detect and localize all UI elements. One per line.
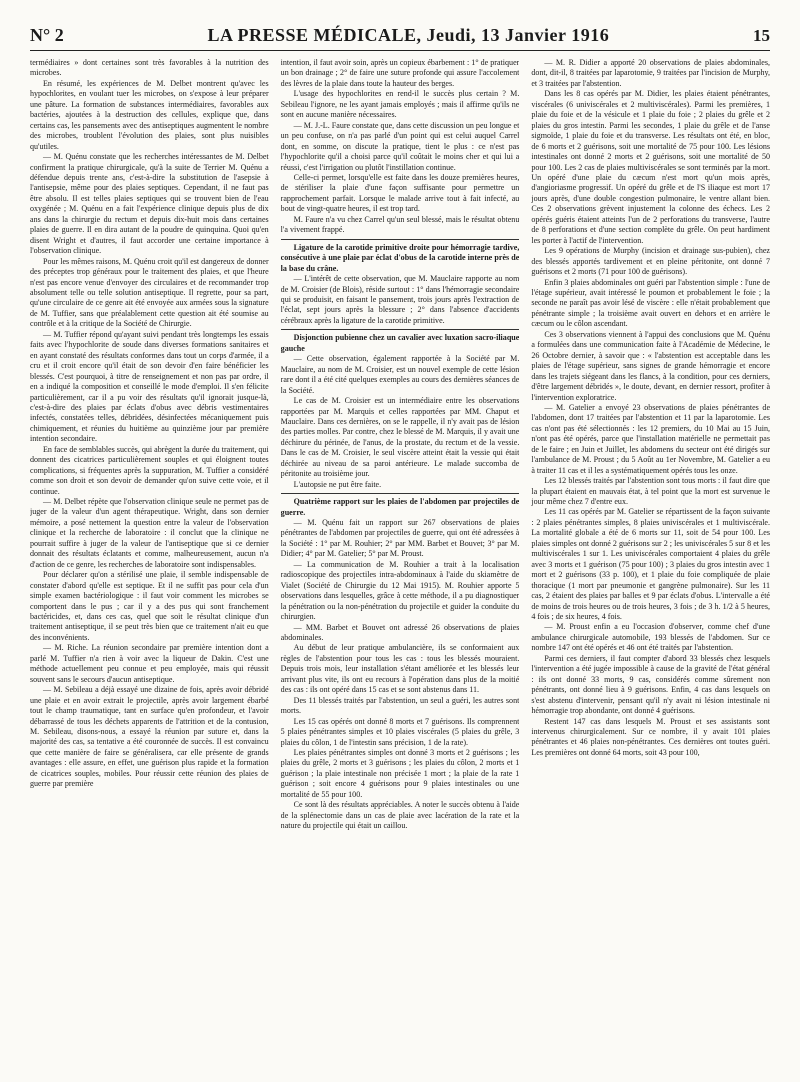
paragraph: Les 9 opérations de Murphy (incision et drainage sus-pubien), chez des blessés apportés tardivement et en pleine péritonite, ont donné 7 guérisons et 2 morts (71 pour 100 de guérisons). bbox=[531, 246, 771, 277]
paragraph: Enfin 3 plaies abdominales ont guéri par l'abstention simple : l'une de l'étage supérieur, avait intéressé le poumon et probablement le foie ; la seconde ne paraît pas avoir lésé de viscère : elle n'était probablement que pénétrante simple ; la troisième avait ouvert en dehors et en arrière le cæcum ou le côlon ascendant. bbox=[531, 277, 771, 329]
paragraph: Restent 147 cas dans lesquels M. Proust et ses assistants sont intervenus chirurgicalement. Sur ce nombre, il y avait 101 plaies pénétrantes et 46 plaies non-pénétrantes. Ces dernières ont toutes guéri. Les premières ont donné 64 morts, soit 43 pour 100, bbox=[531, 716, 771, 757]
column-3 bbox=[531, 58, 770, 1072]
paragraph: — M. J.-L. Faure constate que, dans cette discussion un peu longue et un peu confuse, on n'a pas parlé d'un point qui est celui auquel Carrel dont, en somme, on discute la pratique, tient le plus : ce n'est pas l'hypochlorite qu'il a choisi parce qu'il coûtait le moins cher et qui lui a réussi, c'est l'irrigation ou plutôt l'instillation continue. bbox=[280, 120, 520, 172]
paragraph: Celle-ci permet, lorsqu'elle est faite dans les douze premières heures, de stériliser la plaie d'une façon suffisante pour permettre un rapprochement parfait. Lorsque le malade arrive tout à fait infecté, au bout de vingt-quatre heures, il est trop tard. bbox=[280, 172, 520, 214]
paragraph: — M. Quénu constate que les recherches intéressantes de M. Delbet confirment la pratique chirurgicale, qu'à la suite de Terrier M. Quénu a défendue depuis trente ans, c'est-à-dire la substitution de l'asepsie à l'antisepsie, même pour des plaies septiques. Cependant, il ne faut pas être absolu. Il est telles plaies septiques qui se trouvent bien de l'eau oxygénée ; M. Quénu en a fait l'expérience clinique depuis plus de dix ans dans la chirurgie du rectum et depuis dix-huit mois dans certaines plaies de guerre. Il en dira autant de la poudre de quinquina. Quoi qu'en disent Wright et d'autres, il faut accorder une certaine importance à l'observation clinique. bbox=[30, 152, 269, 256]
paragraph: Les 11 cas opérés par M. Gatelier se répartissent de la façon suivante : 2 plaies pénétrantes simples, 8 plaies univiscérales et 1 multiviscérale. La mortalité globale a été de 6 morts sur 11, soit de 54 pour 100. Les plaies simples ont donné 2 guérisons sur 2 ; les univiscérales 5 sur 8 et les multiviscérales 1 sur 1. Les univiscérales comportaient 4 plaies du grêle avec 3 morts et 1 guérison (75 pour 100) ; 3 plaies du gros intestin avec 1 mort et 2 guérisons (33 p. 100), et 1 plaie du foie compliquée de plaie thoracique (1 mort par pneumonie et gangrène pulmonaire). Sur les 11 cas, 2 étaient des plaies par balles et 9 par éclats d'obus. L'intervalle a été de moins de trois heures ou de trois heures, 3 fois ; de 3 h. 1/2 à 5 heures, 4 fois ; de six heures, 4 fois. bbox=[531, 507, 771, 622]
paragraph: — La communication de M. Rouhier a trait à la localisation radioscopique des projectiles intra-abdominaux à l'aide du skiamètre de Vialet (Société de Chirurgie du 12 Mai 1915). M. Rouhier apporte 5 observations dans lesquelles, grâce à cette méthode, il a pu diagnostiquer la pénétration ou la non-pénétration du projectile et guider la conduite du chirurgien. bbox=[280, 559, 520, 622]
paragraph: M. Faure n'a vu chez Carrel qu'un seul blessé, mais le résultat obtenu l'a vivement frappé. bbox=[280, 214, 520, 235]
paragraph: Le cas de M. Croisier est un intermédiaire entre les observations rapportées par M. Marquis et celles rapportées par MM. Chaput et Mauclaire. Dans ces dernières, on se le rappelle, il n'y avait pas de lésion des parties molles. Par contre, chez le blessé de M. Marquis, il y avait une déchirure du périnée, de l'anus, de la prostate, du rectum et de la vessie. Dans le cas de M. Croisier, le seul viscère atteint était la vessie qui était déchirée au niveau de sa paroi antérieure. Le malade succomba de péritonite au troisième jour. bbox=[280, 396, 520, 479]
paragraph: — Cette observation, également rapportée à la Société par M. Mauclaire, au nom de M. Croisier, est un nouvel exemple de cette lésion rare dont il a été cité quelques exemples au cours des dernières séances de la Société. bbox=[280, 354, 520, 395]
paragraph: Pour déclarer qu'on a stérilisé une plaie, il semble indispensable de constater d'abord qu'elle est septique. Et il ne suffit pas pour cela d'un simple examen bactériologique : il faut voir comment les microbes se comportent dans le pus ; car il y a des pus qui sont franchement bactéricides, et, dans ces cas, quel que soit le résultat clinique d'un traitement antiseptique, il se peut très bien que ce traitement n'ait eu que des inconvénients. bbox=[30, 570, 269, 642]
paragraph: — M. R. Didier a apporté 20 observations de plaies abdominales, dont, dit-il, 8 traitées par laparotomie, 9 traitées par l'incision de Murphy, et 3 traitées par l'abstention. bbox=[531, 58, 771, 88]
page-number: 15 bbox=[753, 26, 770, 45]
paragraph: En résumé, les expériences de M. Delbet montrent qu'avec les hypochlorites, en voulant tuer les microbes, on s'expose à leur préparer une pâture. La formation de substances intermédiaires, favorables aux bactéries, ajoutées à la destruction des cellules, explique que, dans certains cas, les pansements avec des antiseptiques augmentent le nombre des microbes, troublent l'évolution des plaies, sont plus nuisibles qu'utiles. bbox=[30, 78, 269, 151]
paragraph: — M. Proust enfin a eu l'occasion d'observer, comme chef d'une ambulance chirurgicale automobile, 193 blessés de l'abdomen. Sur ce nombre 147 ont été opérés et 46 ont été traités par l'abstention. bbox=[531, 622, 771, 653]
paragraph: Ce sont là des résultats appréciables. A noter le succès obtenu à l'aide de la splénectomie dans un cas de plaie avec lacération de la rate et la nature du projectile qui était un caillou. bbox=[280, 800, 520, 831]
section-heading: Quatrième rapport sur les plaies de l'abdomen par projectiles de guerre. bbox=[280, 497, 520, 517]
column-2 bbox=[281, 58, 520, 1072]
paragraph: — M. Quénu fait un rapport sur 267 observations de plaies pénétrantes de l'abdomen par projectiles de guerre, qui ont été adressées à la Société : 1° par M. Rouhier; 2° par MM. Barbet et Bouvet; 3° par M. Didier; 4° par M. Gatelier; 5° par M. Proust. bbox=[280, 518, 520, 559]
section-heading: Disjonction pubienne chez un cavalier avec luxation sacro-iliaque gauche bbox=[280, 333, 520, 353]
paragraph: L'autopsie ne put être faite. bbox=[293, 479, 382, 489]
section-separator bbox=[281, 329, 520, 330]
paragraph: Les 12 blessés traités par l'abstention sont tous morts : il faut dire que la plupart étaient en mauvais état, à tel point que la mort est survenue le jour même chez 7 d'entre eux. bbox=[531, 476, 771, 507]
paragraph: — MM. Barbet et Bouvet ont adressé 26 observations de plaies abdominales. bbox=[280, 622, 520, 643]
publication-title: LA PRESSE MÉDICALE, Jeudi, 13 Janvier 1916 bbox=[207, 25, 610, 45]
paragraph: Pour les mêmes raisons, M. Quénu croit qu'il est dangereux de donner des préceptes trop généraux pour le traitement des plaies, et que l'heure n'est pas encore venue d'envoyer des circulaires et de recommander trop absolument telle ou telle solution antiseptique. Il regrette, pour sa part, qu'une circulaire de ce genre ait été envoyée aux armées sous la signature de M. Tuffier, sans que préalablement cette question ait été soumise au contrôle et à la critique de la Société de Chirurgie. bbox=[30, 256, 269, 329]
page-header bbox=[30, 20, 770, 46]
section-separator bbox=[281, 493, 520, 494]
paragraph: — M. Delbet répète que l'observation clinique seule ne permet pas de juger de la valeur d'un agent thérapeutique. Wright, dans son dernier mémoire, a posé nettement la question entre la valeur de l'observation clinique et la recherche de laboratoire : il conclut que la clinique ne pourrait suffire à juger de la valeur de l'antiseptique que si ce dernier donnait des résultats éclatants et comme, malheureusement, aucun n'a d'action de ce genre, les recherches de laboratoire sont indispensables. bbox=[30, 497, 269, 569]
paragraph: Les 15 cas opérés ont donné 8 morts et 7 guérisons. Ils comprennent 5 plaies pénétrantes simples et 10 plaies viscérales (5 plaies du grêle, 3 plaies du côlon, 1 de l'intestin sans précision, 1 de la rate). bbox=[280, 716, 520, 747]
issue-number: N° 2 bbox=[30, 25, 64, 45]
paragraph: En face de semblables succès, qui abrègent la durée du traitement, qui donnent des cicatrices particulièrement souples et qui éloignent toutes complications, si fréquentes après la suppuration, M. Tuffier a considéré comme son droit et son devoir de demander qu'on suive cette voie, et il continue. bbox=[30, 444, 269, 496]
paragraph: intention, il faut avoir soin, après un copieux ébarbement : 1° de pratiquer un bon drainage ; 2° de faire une suture profonde qui assure l'accolement des lèvres de la plaie dans toute la hauteur des berges. bbox=[280, 58, 520, 88]
paragraph: Des 11 blessés traités par l'abstention, un seul a guéri, les autres sont morts. bbox=[280, 695, 520, 716]
paragraph: Ces 3 observations viennent à l'appui des conclusions que M. Quénu a formulées dans une communication faite à l'Académie de Médecine, le 26 Octobre dernier, à savoir que : « l'abstention est acceptable dans les plaies de l'étage supérieur, sans signes de grande hémorragie et encore dans les trajets siégeant dans les flancs, à la condition, pour ces derniers, d'être largement débridés », le doute, devant, en dernier ressort, profiter à l'intervention exploratrice. bbox=[531, 329, 771, 402]
paragraph: termédiaires » dont certaines sont très favorables à la nutrition des microbes. bbox=[30, 58, 269, 78]
text-columns bbox=[30, 58, 770, 1072]
section-heading: Ligature de la carotide primitive droite pour hémorragie tardive, consécutive à une plaie par éclat d'obus de la carotide interne près de la base du crâne. bbox=[280, 242, 520, 273]
paragraph: L'usage des hypochlorites en rend-il le succès plus certain ? M. Sebileau l'ignore, ne les ayant jamais employés ; mais il affirme qu'ils ne sont en aucune manière nécessaires. bbox=[280, 89, 520, 120]
paragraph: — L'intérêt de cette observation, que M. Mauclaire rapporte au nom de M. Croisier (de Blois), réside surtout : 1° dans l'hémorragie secondaire qui se produisit, en faisant le pansement, trois jours après l'extraction de l'éclat, sept jours après la blessure ; 2° dans l'absence d'accidents cérébraux après la ligature de la carotide primitive. bbox=[280, 274, 520, 325]
paragraph: Au début de leur pratique ambulancière, ils se conformaient aux règles de l'abstention pour tous les cas : tous les blessés mouraient. Depuis trois mois, leur installation s'étant améliorée et les blessés leur arrivant plus vite, ils ont eu recours à l'opération dans plus de la moitié des cas : ils ont opéré dans 15 cas et se sont abstenus dans 11. bbox=[280, 643, 520, 695]
paragraph: — M. Sebileau a déjà essayé une dizaine de fois, après avoir débridé une plaie et en avoir extrait le projectile, après avoir largement ébarbé tout le champ traumatique, tant en surface qu'en profondeur, et l'avoir débarrassé de tous les déchets apparents de l'attrition et de la contusion, M. Sebileau, disons-nous, a essayé la réunion par suture et, dans la majorité des cas, sa tentative a été couronnée de succès. Il est convaincu que cette manière de faire se généralisera, car elle présente de grands avantages : elle assure, en effet, une guérison plus rapide et la formation de cicatrices souples, mobiles. Pour réussir cette réunion des plaies de guerre par première bbox=[30, 685, 269, 789]
paragraph: Les plaies pénétrantes simples ont donné 3 morts et 2 guérisons ; les plaies du grêle, 2 morts et 3 guérisons ; les plaies du côlon, 2 morts et 1 guérison ; la plaie intestinale non précisée 1 mort ; la plaie de la rate 1 guérison ; soit encore 4 guérisons pour 9 plaies intestinales ou une mortalité de 55 pour 100. bbox=[280, 748, 520, 799]
header-rule bbox=[30, 50, 770, 51]
column-1 bbox=[30, 58, 269, 1072]
paragraph: — M. Tuffier répond qu'ayant suivi pendant très longtemps les essais faits avec l'hypochlorite de soude dans diverses formations sanitaires et en ayant constaté des résultats conformes dans tout un corps d'armée, il a cru et il croit encore qu'il était de son devoir d'en faire bénéficier les blessés. C'est pourquoi, à titre de renseignement et non pas par ordre, il en a indiqué la composition et conseillé le mode d'emploi. Il s'en félicite particulièrement, car il a pu voir des résultats qu'il ignorait jusque-là, c'est-à-dire des plaies par éclats d'obus avec débris vestimentaires infectés, constatées telles, débridées, désinfectées mécaniquement puis chimiquement, et réunies du huitième au quinzième jour par première intention secondaire. bbox=[30, 329, 269, 444]
paragraph: — M. Riche. La réunion secondaire par première intention dont a parlé M. Tuffier n'a rien à voir avec la liqueur de Dakin. C'est une méthode actuellement peu connue et peu employée, mais qui réussit souvent sans le secours d'aucun antiseptique. bbox=[30, 643, 269, 684]
section-separator bbox=[281, 239, 520, 240]
paragraph: Parmi ces derniers, il faut compter d'abord 33 blessés chez lesquels l'intervention a été jugée impossible à cause de la gravité de l'état général : ils ont donné 33 morts, 9 cas, considérés comme sûrement non pénétrants, ont donné lieu à 9 guérisons. Enfin, 4 cas dans lesquels on s'est abstenu d'intervenir, pensant qu'il n'y avait ni lésion intestinale ni hémorragie trop abondante, ont donné 4 guérisons. bbox=[531, 653, 771, 716]
paragraph: Dans les 8 cas opérés par M. Didier, les plaies étaient pénétrantes, viscérales (6 univiscérales et 2 multiviscérales). Parmi les premières, 1 plaie du foie et de la vésicule et 1 plaie du foie ; 2 plaies du grêle et 2 plaies du gros intestin. Parmi les secondes, 1 plaie du grêle et de l'anse sigmoïde, 1 plaie du foie et du transverse. Les résultats ont été, en bloc, de 6 morts et 2 guérisons, soit une mortalité de 75 pour 100. Les lésions intestinales ont donné 2 morts et 2 guérisons, soit une mortalité de 50 pour 100. Les 2 cas de plaies multiviscérales se sont terminés par la mort. Un opéré d'une plaie du cæcum n'est mort qu'un mois après, d'angioriasme progressif. Un opéré du grêle et de l'S iliaque est mort 17 jours après, d'une double congestion pulmonaire, le ventre allant bien. Ces 2 observations grèvent injustement la colonne des échecs. Les 2 opérés guéris étaient atteints l'un de 2 perforations du transverse, l'autre de 8 perforations et d'une section complète du grêle. On peut hardiment les porter à l'actif de l'intervention. bbox=[531, 89, 771, 245]
paragraph: — M. Gatelier a envoyé 23 observations de plaies pénétrantes de l'abdomen, dont 17 traitées par l'abstention et 11 par la laparotomie. Les cas n'ont pas été sélectionnés : les 12 premiers, du 10 Mai au 15 Juin, n'ont pas été opérés, parce que l'installation matérielle ne permettait pas de le faire ; en Juin et Juillet, les abdomens du secteur ont été dirigés sur l'ambulance de M. Proust ; du 5 Août au 1er Novembre, M. Gatelier a eu à traiter 11 cas et il les a systématiquement opérés tous les onze. bbox=[531, 402, 771, 475]
